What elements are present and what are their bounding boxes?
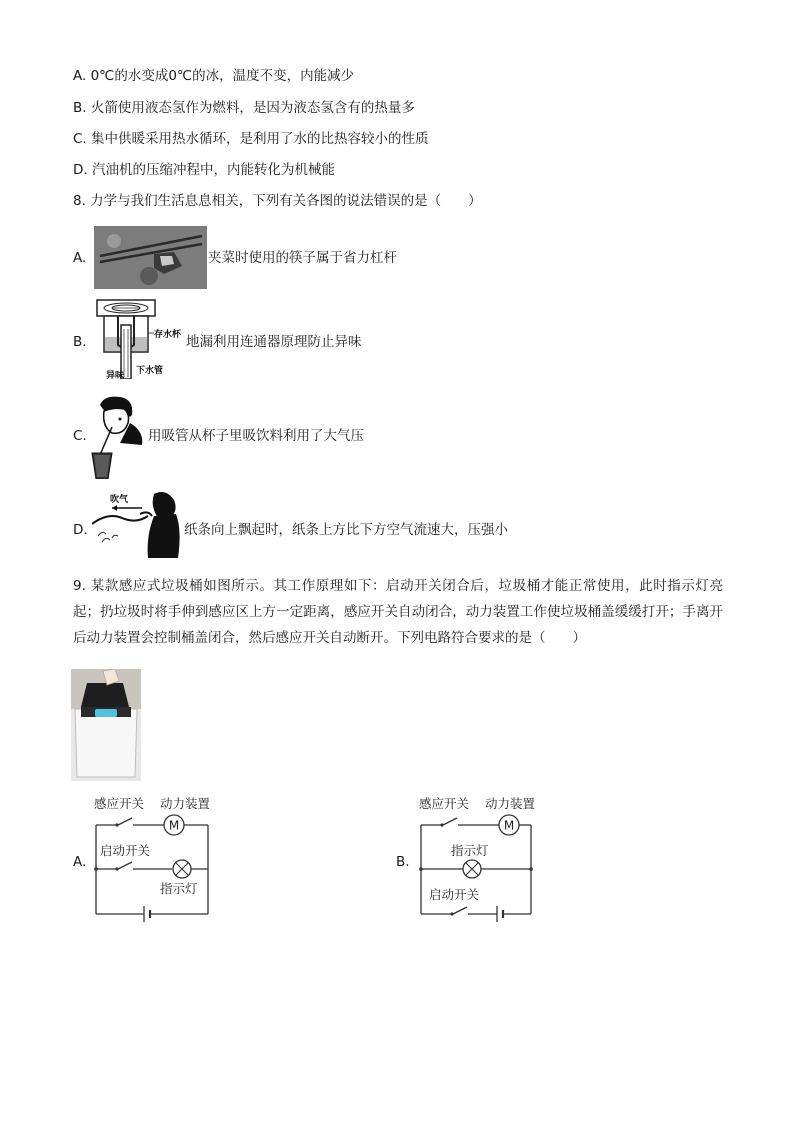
start-switch-label: 启动开关 <box>100 843 151 858</box>
circuit-diagram-b <box>415 792 545 931</box>
circuit-diagram-a <box>90 792 220 931</box>
cup-label: 存水杯 <box>154 330 182 340</box>
sensor-trash-can-photo <box>71 669 141 785</box>
straw-drinking-illustration <box>90 393 146 483</box>
blow-label: 吹气 <box>110 495 129 505</box>
svg-text:M: M <box>503 818 515 833</box>
q7-option-c: C. 集中供暖采用热水循环，是利用了水的比热容较小的性质 <box>73 131 429 147</box>
q8-option-a-letter: A. <box>73 250 87 266</box>
sensor-switch-label: 感应开关 <box>94 796 145 811</box>
floor-drain-diagram <box>96 299 188 383</box>
sensor-switch-label: 感应开关 <box>419 796 470 811</box>
start-switch-label: 启动开关 <box>429 887 480 902</box>
odor-label: 异味 <box>106 371 125 379</box>
q8-option-d-letter: D. <box>73 522 88 538</box>
q8-option-b-letter: B. <box>73 334 87 350</box>
q8-option-c-text: 用吸管从杯子里吸饮料利用了大气压 <box>148 428 364 444</box>
pipe-label: 下水管 <box>136 366 164 376</box>
svg-text:M: M <box>168 818 180 833</box>
q8-option-c-letter: C. <box>73 428 87 444</box>
q8-option-a-text: 夹菜时使用的筷子属于省力杠杆 <box>208 250 397 266</box>
q8-stem: 8. 力学与我们生活息息相关，下列有关各图的说法错误的是（ ） <box>73 193 482 209</box>
q7-option-a: A. 0℃的水变成0℃的冰，温度不变，内能减少 <box>73 68 355 84</box>
lamp-label: 指示灯 <box>451 843 489 858</box>
motor-label: 动力装置 <box>485 796 536 811</box>
q9-stem: 9. 某款感应式垃圾桶如图所示。其工作原理如下：启动开关闭合后，垃圾桶才能正常使用，此时指示灯亮起；扔垃圾时将手伸到感应区上方一定距离，感应开关自动闭合，动力装置工作使垃圾桶盖缓缓打开；手离开后动力装置会控制桶盖闭合，然后感应开关自动断开。下列电路符合要求的是（ ） <box>73 578 723 646</box>
q8-option-b-text: 地漏利用连通器原理防止异味 <box>186 334 362 350</box>
blowing-paper-illustration <box>92 490 182 564</box>
q7-option-b: B. 火箭使用液态氢作为燃料，是因为液态氢含有的热量多 <box>73 100 415 116</box>
lamp-label: 指示灯 <box>160 881 198 896</box>
chopsticks-photo <box>94 226 207 293</box>
q9-circuit-b-letter: B. <box>396 854 410 870</box>
q7-option-d: D. 汽油机的压缩冲程中，内能转化为机械能 <box>73 162 335 178</box>
q9-circuit-a-letter: A. <box>73 854 87 870</box>
motor-label: 动力装置 <box>160 796 211 811</box>
q8-option-d-text: 纸条向上飘起时，纸条上方比下方空气流速大，压强小 <box>184 522 508 538</box>
